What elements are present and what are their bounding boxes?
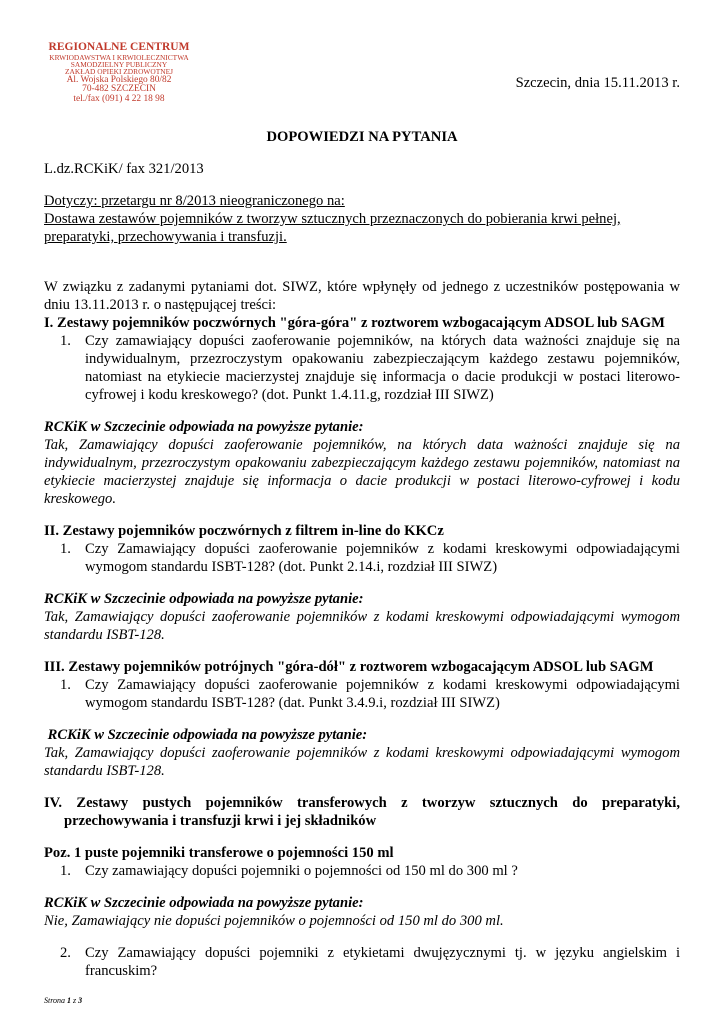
page-separator: z (71, 996, 79, 1005)
answer-label: RCKiK w Szczecinie odpowiada na powyższe pytanie: (44, 419, 364, 435)
page-total: 3 (78, 996, 83, 1005)
subject-line: Dotyczy: przetargu nr 8/2013 nieograniczonego na: (44, 193, 345, 209)
question-number: 1. (60, 333, 71, 349)
question-item (60, 676, 680, 712)
answer-text: Tak, Zamawiający dopuści zaoferowanie pojemników z kodami kreskowymi odpowiadającymi wymogom standardu ISBT-128. (44, 609, 680, 643)
question-item (60, 862, 680, 880)
question-list (44, 944, 680, 980)
question-number: 1. (60, 541, 71, 557)
answer-label: RCKiK w Szczecinie odpowiada na powyższe pytanie: (44, 895, 364, 911)
stamp-line: SAMODZIELNY PUBLICZNY (70, 59, 168, 69)
question-number: 1. (60, 863, 71, 879)
stamp-line: KRWIODAWSTWA I KRWIOLECZNICTWA (49, 52, 189, 62)
page-footer (44, 996, 82, 1005)
document-body (44, 128, 680, 980)
intro-paragraph: W związku z zadanymi pytaniami dot. SIWZ, które wpłynęły od jednego z uczestników postępowania w dniu 13.11.2013 r. o następującej treści: (44, 279, 680, 313)
position-heading: Poz. 1 puste pojemniki transferowe o pojemności 150 ml (44, 845, 394, 861)
question-list (44, 862, 680, 880)
document-date: Szczecin, dnia 15.11.2013 r. (515, 75, 680, 91)
page-number: 1 (67, 996, 72, 1005)
question-item (60, 332, 680, 404)
question-text: Czy zamawiający dopuści pojemniki o pojemności od 150 ml do 300 ml ? (85, 863, 518, 879)
answer-text: Nie, Zamawiający nie dopuści pojemników o pojemności od 150 ml do 300 ml. (44, 913, 504, 929)
question-text: Czy zamawiający dopuści zaoferowanie pojemników, na których data ważności znajduje się na indywidualnym, przezroczystym opakowaniu zabezpieczającym każdego zestawu pojemników, natomiast na etykiecie macierzystej znajduje się informacja o dacie produkcji w postaci literowo-cyfrowej i kodu kreskowego? (dot. Punkt 1.4.11.g, rozdział III SIWZ) (85, 333, 680, 403)
institution-stamp (44, 42, 194, 104)
answer-text: Tak, Zamawiający dopuści zaoferowanie pojemników z kodami kreskowymi odpowiadającymi wymogom standardu ISBT-128. (44, 745, 680, 779)
question-text: Czy Zamawiający dopuści zaoferowanie pojemników z kodami kreskowymi odpowiadającymi wymogom standardu ISBT-128? (dot. Punkt 2.14.i, rozdział III SIWZ) (85, 541, 680, 575)
stamp-line: 70-482 SZCZECIN (82, 84, 156, 95)
stamp-line: ZAKŁAD OPIEKI ZDROWOTNEJ (65, 67, 173, 77)
question-text: Czy Zamawiający dopuści zaoferowanie pojemników z kodami kreskowymi odpowiadającymi wymogom standardu ISBT-128? (dat. Punkt 3.4.9.i, rozdział III SIWZ) (85, 677, 680, 711)
section-heading: I. Zestawy pojemników poczwórnych "góra-góra" z roztworem wzbogacającym ADSOL lub SAGM (44, 315, 665, 331)
page-label: Strona (44, 996, 68, 1005)
answer-text: Tak, Zamawiający dopuści zaoferowanie pojemników, na których data ważności znajduje się na indywidualnym, przezroczystym opakowaniu zabezpieczającym każdego zestawu pojemników, natomiast na etykiecie macierzystej znajduje się informacja o dacie produkcji w postaci literowo-cyfrowej i kodu kreskowego. (44, 437, 680, 507)
reference-number: L.dz.RCKiK/ fax 321/2013 (44, 161, 204, 177)
page-title: DOPOWIEDZI NA PYTANIA (266, 129, 458, 145)
question-list (44, 332, 680, 404)
question-list (44, 540, 680, 576)
stamp-line: REGIONALNE CENTRUM (48, 41, 190, 53)
stamp-line: Al. Wojska Polskiego 80/82 (66, 74, 172, 85)
question-number: 1. (60, 677, 71, 693)
question-list (44, 676, 680, 712)
answer-label: RCKiK w Szczecinie odpowiada na powyższe pytanie: (44, 591, 364, 607)
question-text: Czy Zamawiający dopuści pojemniki z etykietami dwujęzycznymi tj. w języku angielskim i francuskim? (85, 945, 680, 979)
section-heading: II. Zestawy pojemników poczwórnych z filtrem in-line do KKCz (44, 523, 444, 539)
subject-title: Dostawa zestawów pojemników z tworzyw sztucznych przeznaczonych do pobierania krwi pełnej, preparatyki, przechowywania i transfuzji. (44, 211, 621, 245)
section-heading: IV. Zestawy pustych pojemników transferowych z tworzyw sztucznych do preparatyki, przechowywania i transfuzji krwi i jej składników (44, 795, 680, 829)
question-item (60, 944, 680, 980)
answer-label: RCKiK w Szczecinie odpowiada na powyższe pytanie: (44, 727, 368, 743)
question-item (60, 540, 680, 576)
section-heading: III. Zestawy pojemników potrójnych "góra-dół" z roztworem wzbogacającym ADSOL lub SAGM (44, 659, 654, 675)
question-number: 2. (60, 945, 71, 961)
stamp-line: tel./fax (091) 4 22 18 98 (73, 93, 165, 104)
